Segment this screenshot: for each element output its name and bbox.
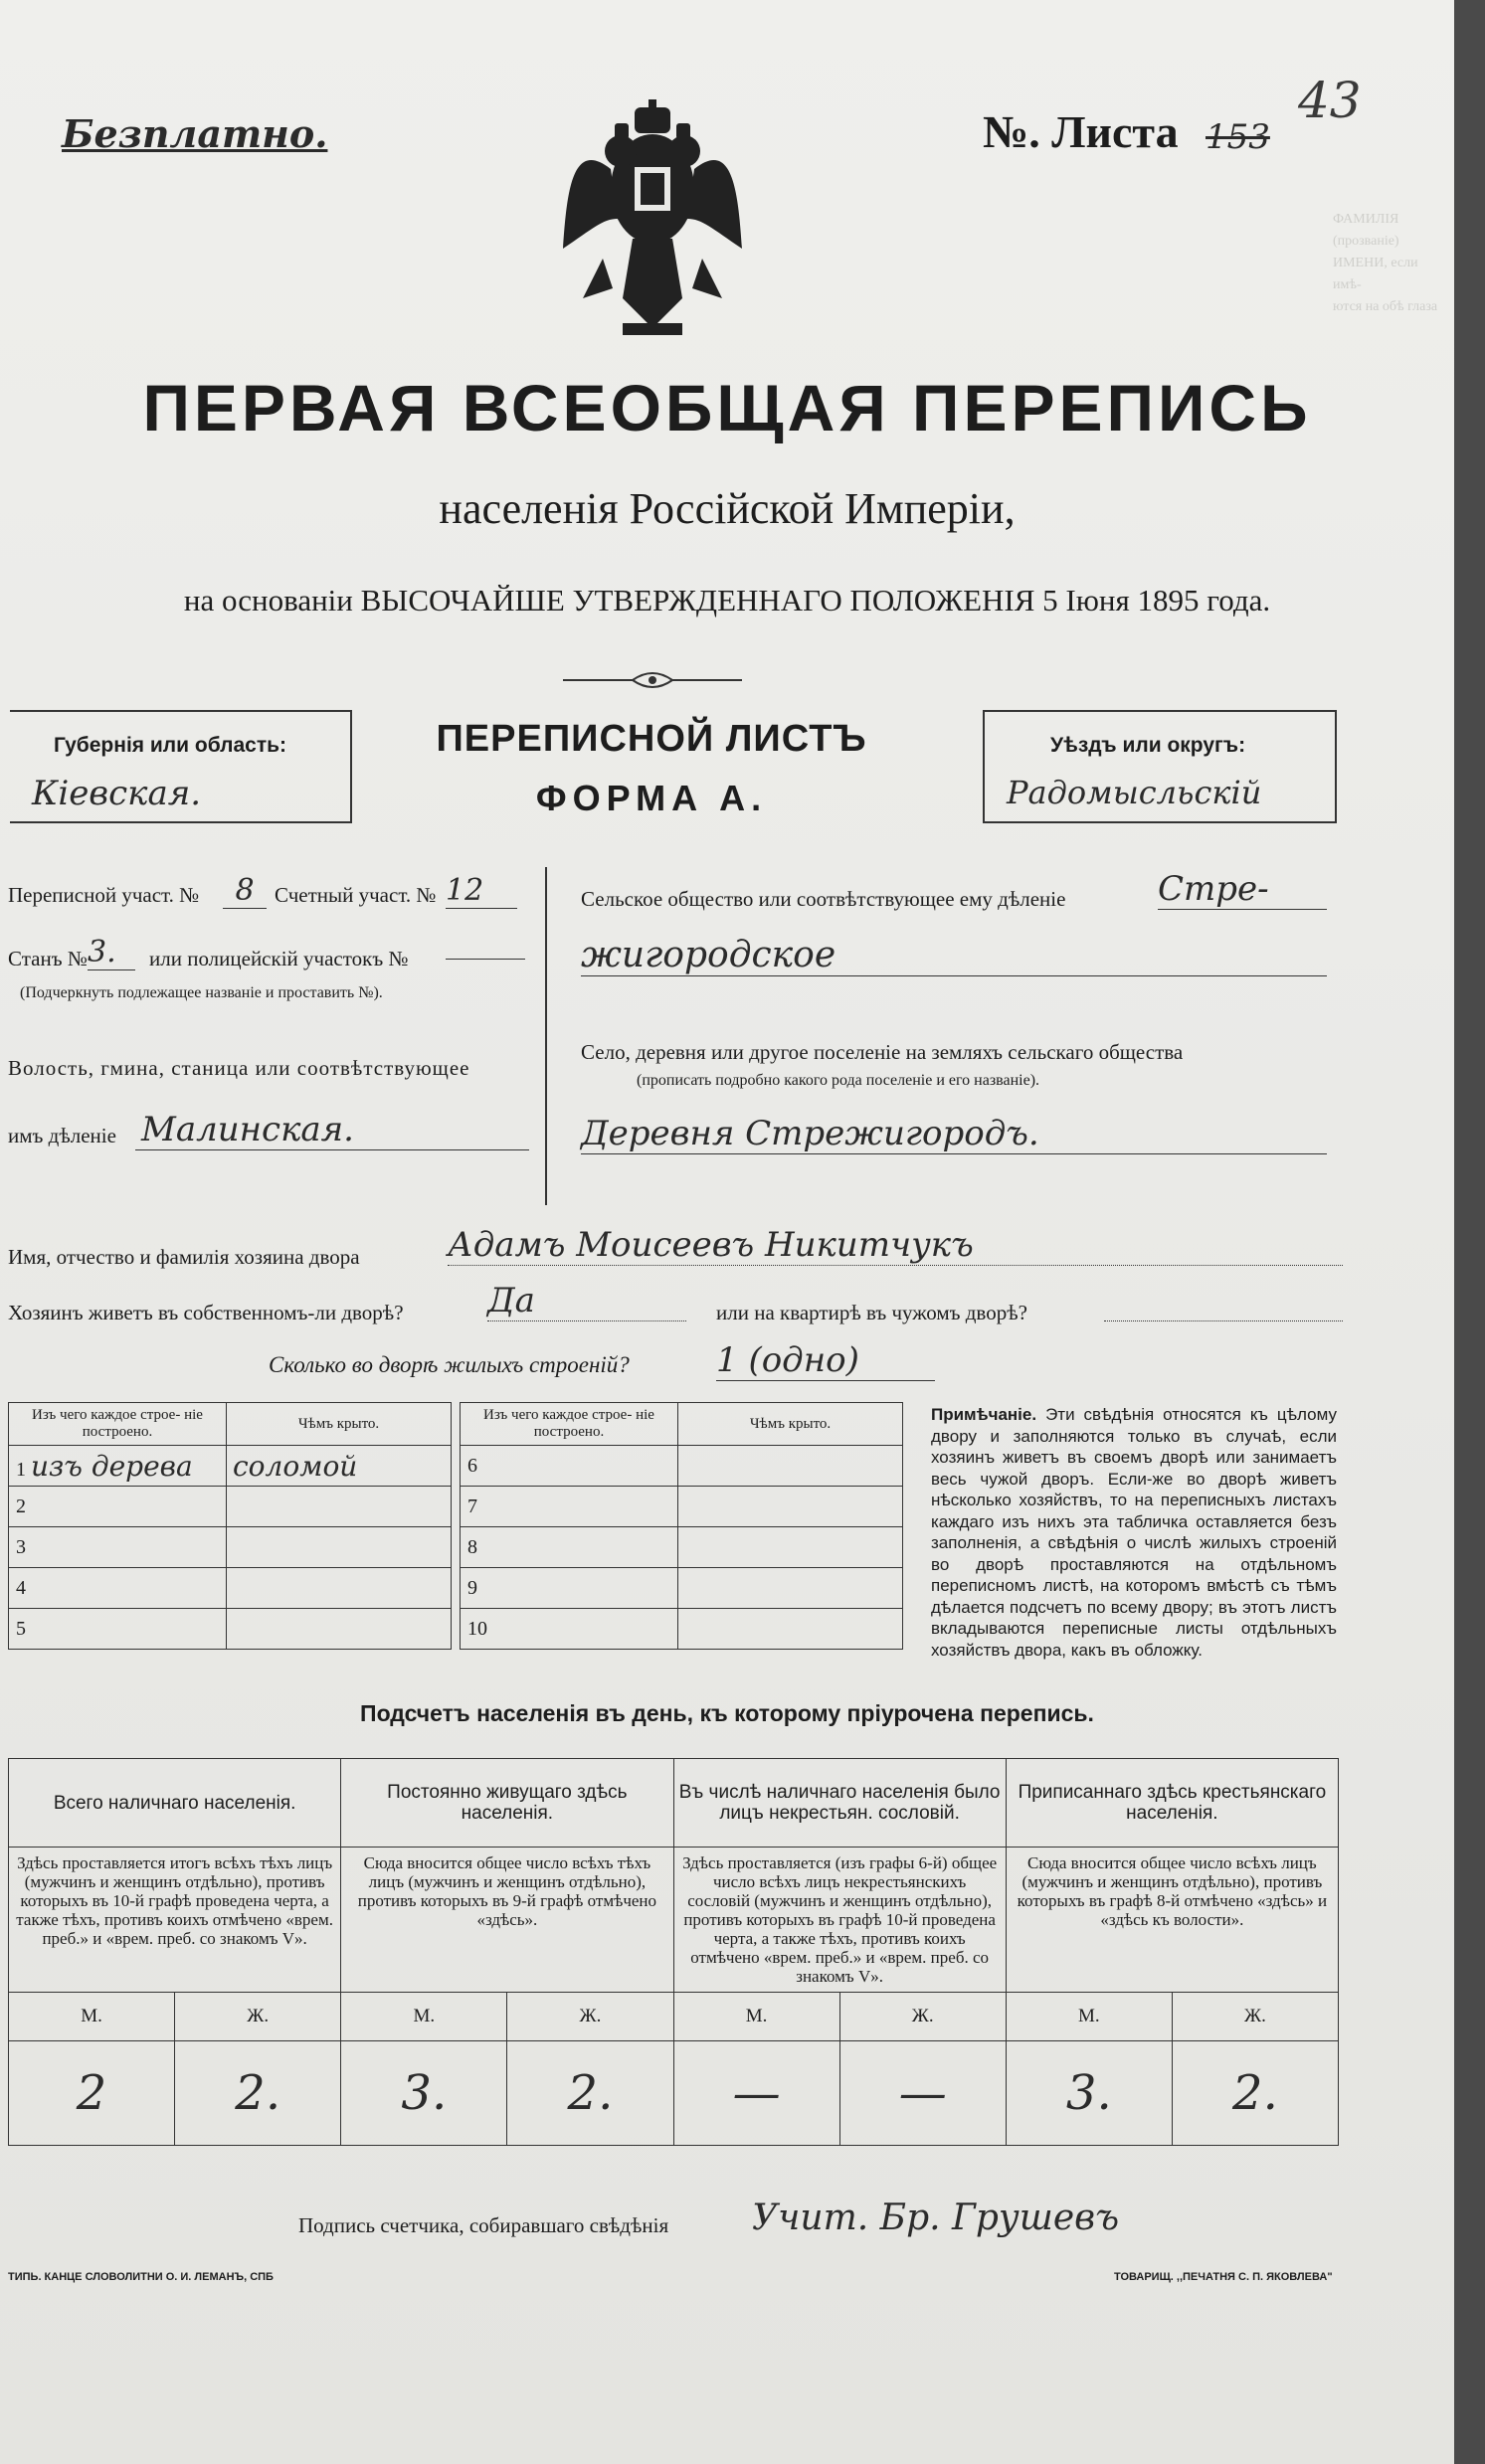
block-divider <box>545 867 547 1205</box>
own-yard-value: Да <box>487 1281 686 1321</box>
population-heading: Подсчетъ населенія въ день, къ которому пріурочена перепись. <box>360 1700 1094 1726</box>
male-header: М. <box>341 1993 507 2041</box>
volost-label-2: имъ дѣленіе <box>8 1124 116 1147</box>
col-total-present: Всего наличнаго населенія. <box>9 1759 341 1848</box>
col-roof-header: Чѣмъ крыто. <box>227 1403 452 1446</box>
sheet-number-label: №. Листа <box>983 106 1179 157</box>
non-peasant-male-value: — <box>673 2041 839 2146</box>
district-value: Радомысльскій <box>1007 774 1262 811</box>
village-note: (прописать подробно какого рода поселеніе и его названіе). <box>637 1072 1040 1089</box>
total-female-value: 2. <box>175 2041 341 2146</box>
society-label: Сельское общество или соотвѣтствующее ему дѣленіе <box>581 887 1066 911</box>
subtitle: населенія Россійской Имперіи, <box>439 484 1016 533</box>
non-peasant-female-value: — <box>839 2041 1006 2146</box>
desc-permanent: Сюда вносится общее число всѣхъ тѣхъ лицъ (мужчинъ и женщинъ отдѣльно), противъ которыхъ въ 9-й графѣ отмѣчено «здѣсь». <box>341 1848 673 1993</box>
province-value: Кіевская. <box>32 774 202 813</box>
signature-value: Учит. Бр. Грушевъ <box>752 2198 1120 2238</box>
scan-edge <box>1454 0 1485 2464</box>
table-row: 6 <box>461 1446 903 1487</box>
show-through: ФАМИЛІЯ (прозваніе) ИМЕНИ, если имѣ- ются на обѣ глаза <box>1333 212 1438 314</box>
male-header: М. <box>1006 1993 1172 2041</box>
table-row: 4 <box>9 1568 452 1609</box>
society-value-2: жигородское <box>581 935 1327 976</box>
form-title: ПЕРЕПИСНОЙ ЛИСТЪ <box>436 718 867 760</box>
buildings-table-right <box>460 1402 903 1650</box>
village-value: Деревня Стрежигородъ. <box>581 1114 1327 1154</box>
ornament-divider <box>563 668 742 692</box>
peasant-female-value: 2. <box>1172 2041 1338 2146</box>
roof-value: соломой <box>227 1446 452 1487</box>
remark-block <box>931 1404 1337 1661</box>
buildings-table-left <box>8 1402 452 1650</box>
volost-value: Малинская. <box>135 1110 529 1150</box>
total-male-value: 2 <box>9 2041 175 2146</box>
footer-printer-left: ТИПЬ. КАНЦЕ СЛОВОЛИТНИ О. И. ЛЕМАНЪ, СПБ <box>8 2271 274 2283</box>
rented-label: или на квартирѣ въ чужомъ дворѣ? <box>716 1301 1027 1324</box>
stan-label: Станъ № <box>8 947 88 970</box>
census-section-value: 8 <box>223 873 267 909</box>
volost-label: Волость, гмина, станица или соотвѣтствующее <box>8 1056 470 1080</box>
table-row: 3 <box>9 1527 452 1568</box>
female-header: Ж. <box>839 1993 1006 2041</box>
desc-registered-peasant: Сюда вносится общее число всѣхъ лицъ (мужчинъ и женщинъ отдѣльно), противъ которыхъ въ графѣ 8-й отмѣчено «здѣсь» и «здѣсь къ волости». <box>1006 1848 1338 1993</box>
police-value-line <box>446 959 525 960</box>
district-box <box>983 710 1337 823</box>
own-yard-label: Хозяинъ живетъ въ собственномъ-ли дворѣ? <box>8 1301 404 1324</box>
signature-label: Подпись счетчика, собиравшаго свѣдѣнія <box>298 2213 669 2237</box>
form-subtitle: ФОРМА А. <box>535 778 768 818</box>
male-header: М. <box>673 1993 839 2041</box>
table-row: 8 <box>461 1527 903 1568</box>
archive-page-number: 43 <box>1298 72 1362 129</box>
province-label: Губернія или область: <box>54 734 287 757</box>
legal-basis: на основаніи ВЫСОЧАЙШЕ УТВЕРЖДЕННАГО ПОЛОЖЕНІЯ 5 Іюня 1895 года. <box>183 583 1271 617</box>
table-row: 1 изъ дерева соломой <box>9 1446 452 1487</box>
female-header: Ж. <box>1172 1993 1338 2041</box>
permanent-female-value: 2. <box>507 2041 673 2146</box>
desc-total-present: Здѣсь проставляется итогъ всѣхъ тѣхъ лицъ (мужчинъ и женщинъ отдѣльно), противъ которыхъ въ 10-й графѣ проведена черта, а также тѣхъ, противъ коихъ отмѣчено «врем. преб.» и «врем. преб. со знакомъ V». <box>9 1848 341 1993</box>
province-box <box>10 710 352 823</box>
buildings-label: Сколько во дворѣ жилыхъ строеній? <box>269 1352 630 1377</box>
remark-label: Примѣчаніе. <box>931 1405 1037 1424</box>
table-row: 2 <box>9 1487 452 1527</box>
owner-name-label: Имя, отчество и фамилія хозяина двора <box>8 1245 360 1269</box>
count-section-label: Счетный участ. № <box>275 883 437 907</box>
free-label: Безплатно. <box>62 111 328 156</box>
remark-text: Эти свѣдѣнія относятся къ цѣлому двору и заполняются только въ случаѣ, если хозяинъ живетъ въ своемъ дворѣ или занимаетъ весь чужой дворъ. Если-же во дворѣ живетъ нѣсколько хозяйствъ, то на переписныхъ листахъ каждаго изъ нихъ эта табличка оставляется безъ заполненія, а свѣдѣнія о числѣ жилыхъ строеній во дворѣ проставляются на отдѣльномъ переписномъ листѣ, на которомъ вмѣстѣ съ тѣмъ дѣлается подсчетъ по всему двору; въ этотъ листъ вкладываются переписные листы отдѣльныхъ хозяйствъ двора, какъ въ обложку. <box>931 1405 1337 1660</box>
double-headed-eagle-emblem <box>563 99 742 343</box>
society-value-1: Стре- <box>1158 869 1327 910</box>
table-row: 5 <box>9 1609 452 1650</box>
table-row: 9 <box>461 1568 903 1609</box>
table-row: 7 <box>461 1487 903 1527</box>
peasant-male-value: 3. <box>1006 2041 1172 2146</box>
stan-value: 3. <box>88 935 135 970</box>
rented-value-line <box>1104 1320 1343 1321</box>
police-label: или полицейскій участокъ № <box>149 947 409 970</box>
permanent-male-value: 3. <box>341 2041 507 2146</box>
col-roof-header-2: Чѣмъ крыто. <box>678 1403 903 1446</box>
main-title: ПЕРВАЯ ВСЕОБЩАЯ ПЕРЕПИСЬ <box>142 371 1312 444</box>
underline-note: (Подчеркнуть подлежащее названіе и проставить №). <box>20 984 383 1001</box>
census-section-label: Переписной участ. № <box>8 883 200 907</box>
material-value: изъ дерева <box>31 1449 193 1483</box>
district-label: Уѣздъ или округъ: <box>1050 734 1246 757</box>
buildings-value: 1 (одно) <box>716 1340 935 1381</box>
female-header: Ж. <box>507 1993 673 2041</box>
sheet-number-value: 153 <box>1206 117 1270 157</box>
col-permanent: Постоянно живущаго здѣсь населенія. <box>341 1759 673 1848</box>
village-label: Село, деревня или другое поселеніе на земляхъ сельскаго общества <box>581 1040 1184 1064</box>
owner-name-value: Адамъ Моисеевъ Никитчукъ <box>448 1225 1343 1266</box>
population-table <box>8 1758 1339 2146</box>
col-material-header: Изъ чего каждое строе- ніе построено. <box>9 1403 227 1446</box>
col-material-header-2: Изъ чего каждое строе- ніе построено. <box>461 1403 678 1446</box>
desc-non-peasant: Здѣсь проставляется (изъ графы 6-й) общее число всѣхъ лицъ некрестьянскихъ сословій (мужчинъ и женщинъ отдѣльно), противъ которыхъ въ графѣ 10-й проведена черта, а также тѣхъ, противъ коихъ отмѣчено «врем. преб.» и «врем. преб. со знакомъ V». <box>673 1848 1006 1993</box>
female-header: Ж. <box>175 1993 341 2041</box>
count-section-value: 12 <box>446 873 517 909</box>
footer-printer-right: ТОВАРИЩ. ,,ПЕЧАТНЯ С. П. ЯКОВЛЕВА" <box>1114 2271 1333 2283</box>
col-non-peasant: Въ числѣ наличнаго населенія было лицъ некрестьян. сословій. <box>673 1759 1006 1848</box>
col-registered-peasant: Приписаннаго здѣсь крестьянскаго населенія. <box>1006 1759 1338 1848</box>
table-row: 10 <box>461 1609 903 1650</box>
male-header: М. <box>9 1993 175 2041</box>
